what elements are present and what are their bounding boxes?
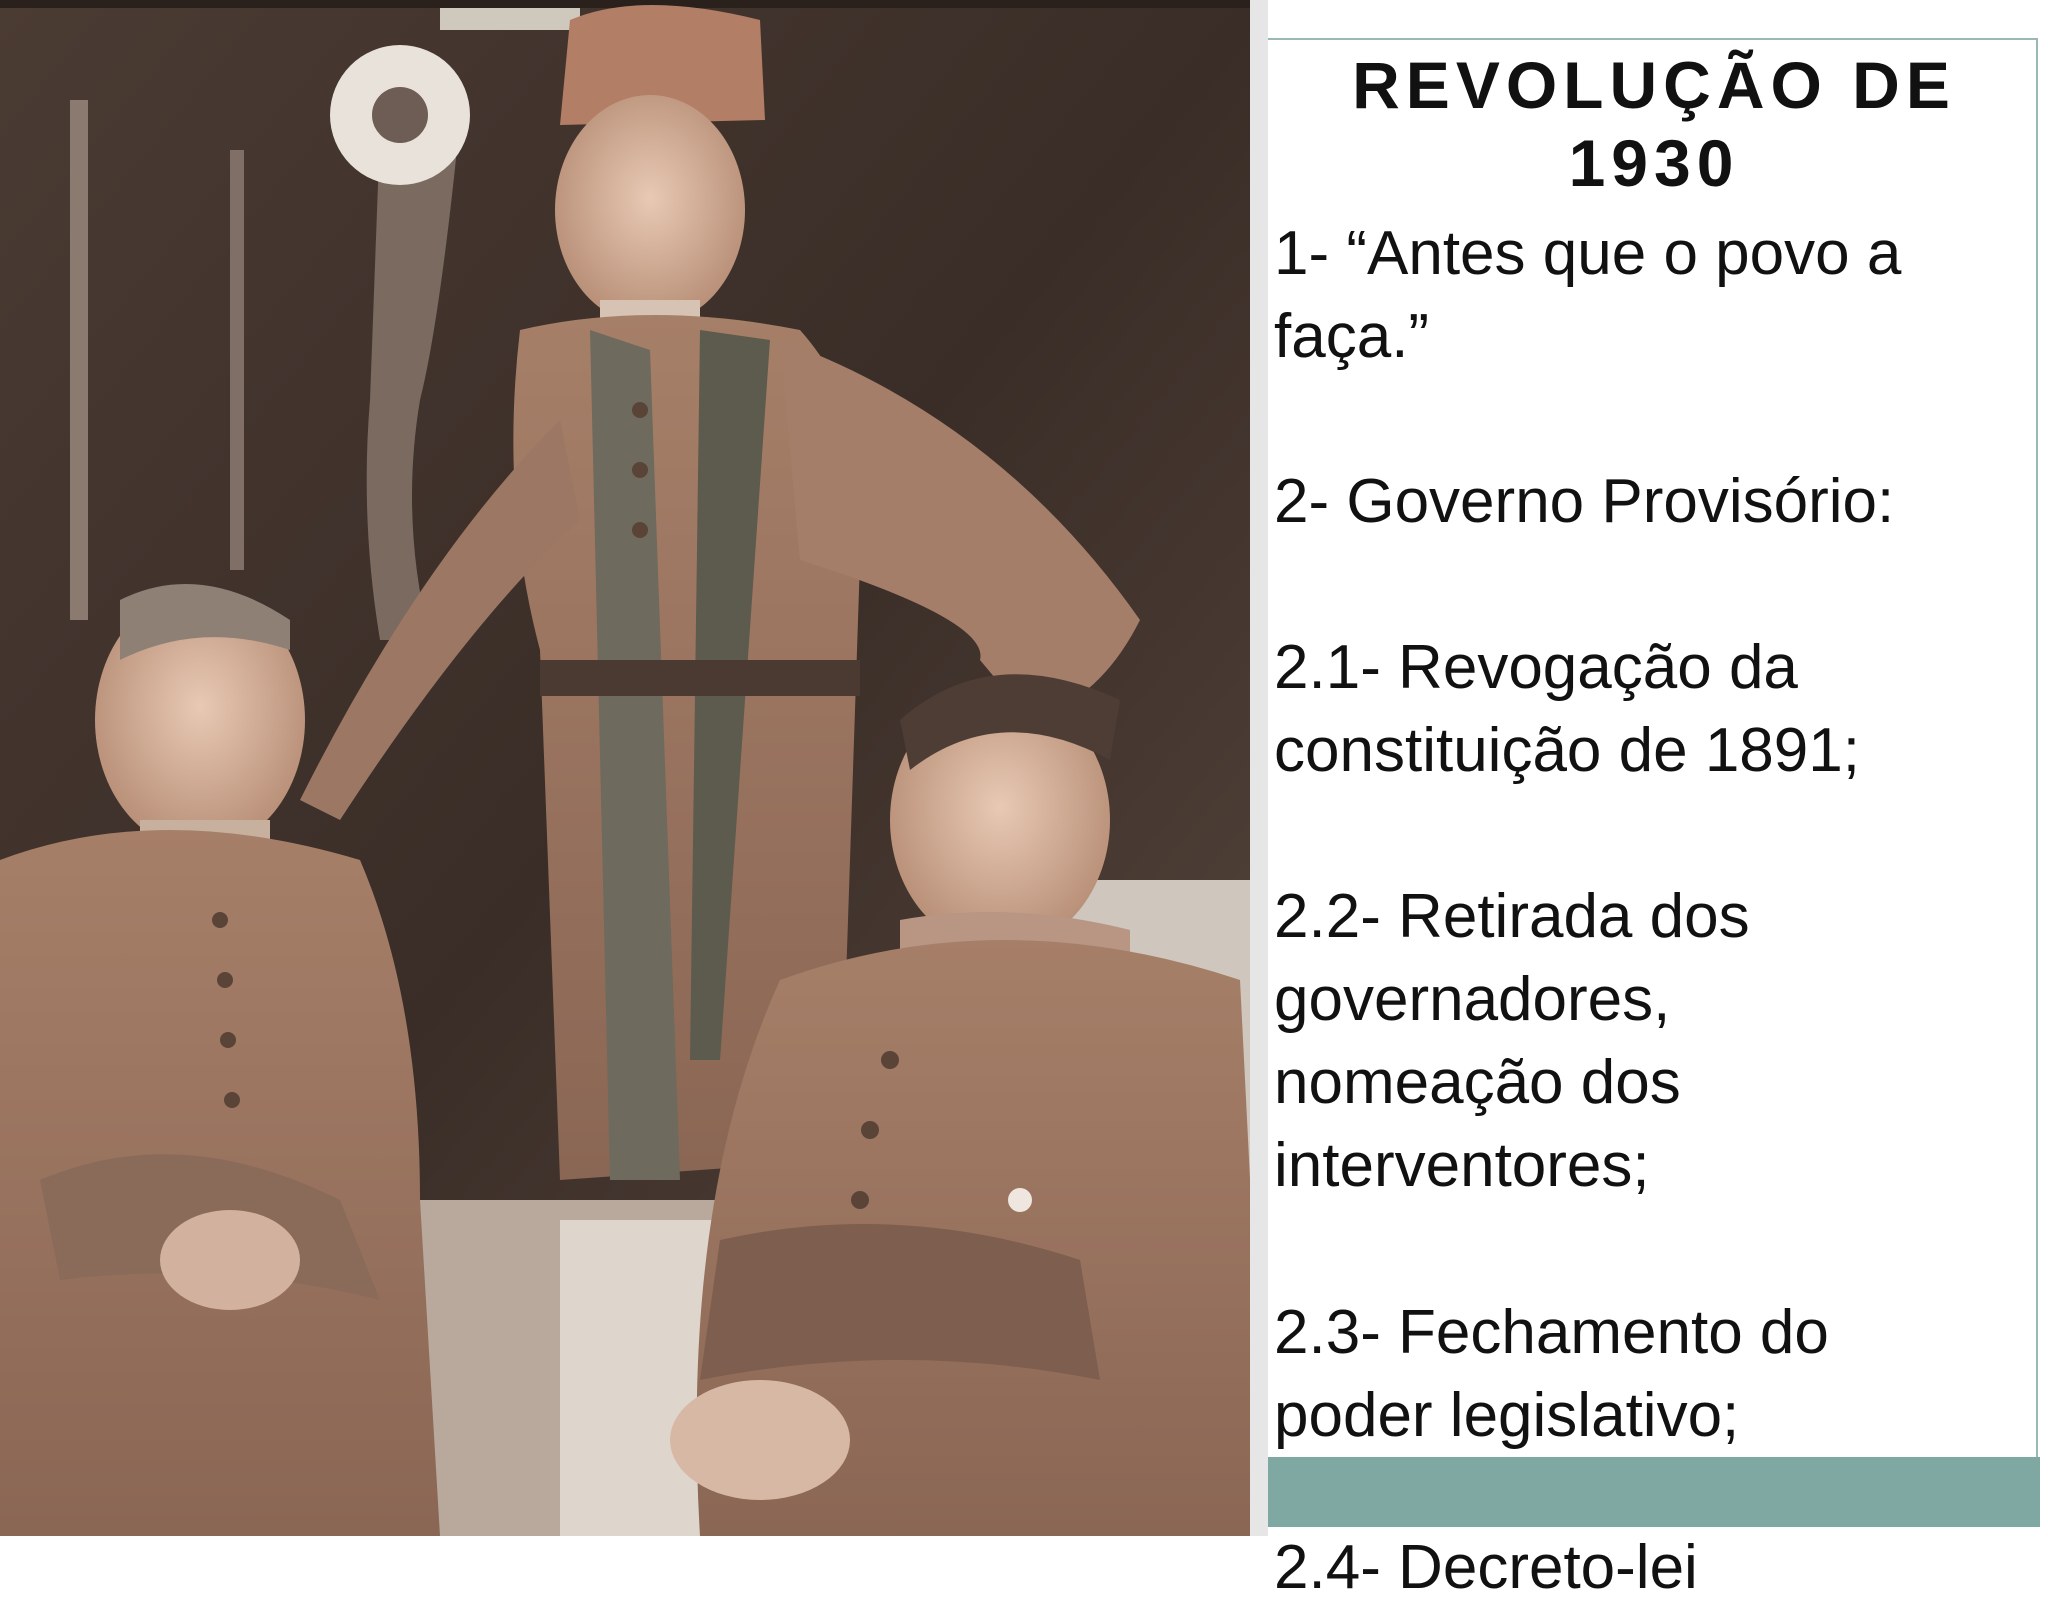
item-2-3 [1274, 1291, 2040, 1457]
item-1-line-1: 1- “Antes que o povo a [1274, 219, 1902, 288]
item-2-1-line-2: constituição de 1891; [1274, 716, 1860, 785]
item-1-line-2: faça.” [1274, 302, 1430, 371]
item-2-3-line-1: 2.3- Fechamento do [1274, 1298, 1829, 1367]
item-2-2 [1274, 875, 2040, 1207]
title-line-2: 1930 [1568, 126, 1740, 200]
slide-text-panel [1268, 0, 2048, 1602]
item-2-2-line-1: 2.2- Retirada dos [1274, 882, 1750, 951]
item-2-line-1: 2- Governo Provisório: [1274, 467, 1895, 536]
footer-accent-band [1268, 1457, 2040, 1527]
slide-title [1268, 46, 2040, 202]
item-2 [1274, 460, 2040, 543]
item-2-2-line-3: nomeação dos [1274, 1048, 1681, 1117]
item-1 [1274, 212, 2040, 378]
item-2-2-line-2: governadores, [1274, 965, 1671, 1034]
item-2-4-cut-off: 2.4- Decreto-lei [1274, 1533, 1698, 1602]
item-2-1-line-1: 2.1- Revogação da [1274, 633, 1798, 702]
item-2-2-line-4: interventores; [1274, 1131, 1650, 1200]
title-line-1: REVOLUÇÃO DE [1352, 48, 1956, 122]
item-2-1 [1274, 626, 2040, 792]
item-2-3-line-2: poder legislativo; [1274, 1381, 1740, 1450]
